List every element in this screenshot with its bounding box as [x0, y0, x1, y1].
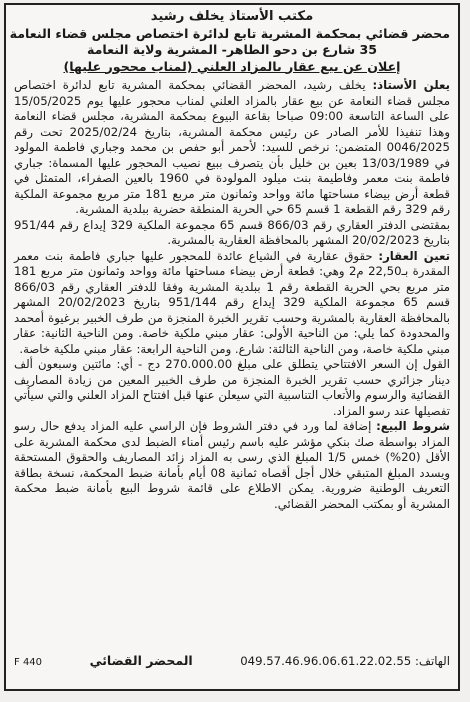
announcement-title: إعلان عن بيع عقار بالمزاد العلني (لمناب محجور عليها) — [63, 58, 401, 74]
paragraph-sale-conditions — [14, 419, 450, 512]
paragraph-text: يخلف رشيد، المحضر القضائي بمحكمة المشرية تابع لدائرة اختصاص مجلس قضاء النعامة عن بيع عقار بالمزاد العلني لمناب محجور عليها يوم 15/05/2025 على الساعة التاسعة 09:00 صباحا بقاعة البيوع بمحكمة المشرية، مجلس قضاء النعامة وهذا تنفيذا للأمر الصادر عن رئيس محكمة المشرية، بتاريخ 2025/02/24 تحت رقم 0046/2025 المتضمن: نرخص للسيد: لأحمر أبو حفص بن محمد وجباري فاطمة المولود في 13/03/1989 بعين بن خليل بأن يتصرف ببيع نصيب المحجور عليها المسماة: جباري فاطمة بنت معمر وفاطيمة بنت ميلود المولودة في 1960 بالعين الصفراء، المتمثل في قطعة أرض بيضاء مساحتها مائة وواحد وثمانون متر مربع 181 متر مربع مجموعة الملكية رقم 329 رقم القطعة 1 قسم 65 حي الحرية المنطقة حضرية ببلدية المشرية. — [14, 78, 451, 216]
paragraph-opening-price — [14, 357, 450, 419]
office-address: 35 شارع بن دحو الطاهر- المشرية ولاية النعامة — [86, 42, 378, 57]
reference-code: F 440 — [14, 657, 43, 668]
paragraph-text: إضافة لما ورد في دفتر الشروط فإن الراسي عليه المزاد يدفع حال رسو المزاد بواسطة صك بنكي مؤشر عليه باسم رئيس أمناء الضبط لدى محكمة المشرية على الأقل (20%) خمس 1/5 المبلغ الذي رسى به المزاد زائد المصاريف والحقوق المستحقة ويسدد المبلغ المتبقي خلال أجل أقصاه ثمانية 08 أيام بأمانة ضبط المحكمة، نسخة بطاقة التعريف الوطنية ضرورية. يمكن الاطلاع على قائمة شروط البيع بأمانة ضبط محكمة المشرية أو بمكتب المحضر القضائي. — [14, 419, 451, 511]
paragraph-land-register — [14, 218, 450, 249]
paragraph-text: بمقتضى الدفتر العقاري رقم 866/03 قسم 65 مجموعة الملكية 329 إيداع رقم 951/44 بتاريخ 20/02/2023 المشهر بالمحافظة العقارية بالمشرية. — [14, 217, 451, 247]
paragraph-label: تعين العقار: — [378, 248, 450, 263]
office-name: مكتب الأستاذ يخلف رشيد — [150, 9, 314, 24]
paragraph-text: حقوق عقارية في الشياع عائدة للمحجور عليها جباري فاطمة بنت معمر المقدرة بـ22,50 م2 وهي: قطعة أرض بيضاء مساحتها مائة وواحد وثمانون متر مربع 181 متر مربع بحي الحرية القطعة رقم 1 ببلدية المشرية وفقا للدفتر العقاري رقم 866/03 قسم 65 مجموعة الملكية 329 إيداع رقم 951/144 بتاريخ 20/02/2023 المشهر بالمحافظة العقارية بالمشرية وحسب تقرير الخبرة المنجزة من طرف الخبير برغيوة أمحمد والمحدودة كما يلي: من الناحية الأولى: عقار مبني ملكية خاصة. ومن الناحية الثانية: عقار مبني ملكية خاصة، ومن الناحية الثالثة: شارع. ومن الناحية الرابعة: عقار مبني ملكية خاصة. — [14, 248, 450, 356]
paragraph-label: يعلن الأستاذ: — [372, 78, 450, 92]
signature: المحضر القضائي — [89, 653, 193, 668]
paragraph-announcement — [14, 78, 450, 218]
legal-notice — [4, 3, 460, 691]
phone-numbers: الهاتف: 049.57.46.96.06.61.22.02.55 — [240, 654, 450, 668]
paragraph-text: القول إن السعر الافتتاحي يتطلق على مبلغ 270.000.00 دج - أي: مائتين وسبعون ألف دينار جزائري حسب تقرير الخبرة المنجزة من طرف الخبير المعين من زيادة المصاريف القضائية والرسوم والأتعاب التناسبية التي سيعلن عنها قبل افتتاح المزاد العلني والتي سيأتي تفصيلها عند رسو المزاد. — [14, 357, 450, 418]
paragraph-label: شروط البيع: — [376, 419, 450, 433]
bailiff-title: محضر قضائي بمحكمة المشرية تابع لدائرة اختصاص مجلس قضاء النعامة — [9, 25, 450, 41]
notice-body — [14, 78, 450, 512]
paragraph-property-description — [14, 249, 450, 358]
notice-footer — [14, 653, 450, 668]
